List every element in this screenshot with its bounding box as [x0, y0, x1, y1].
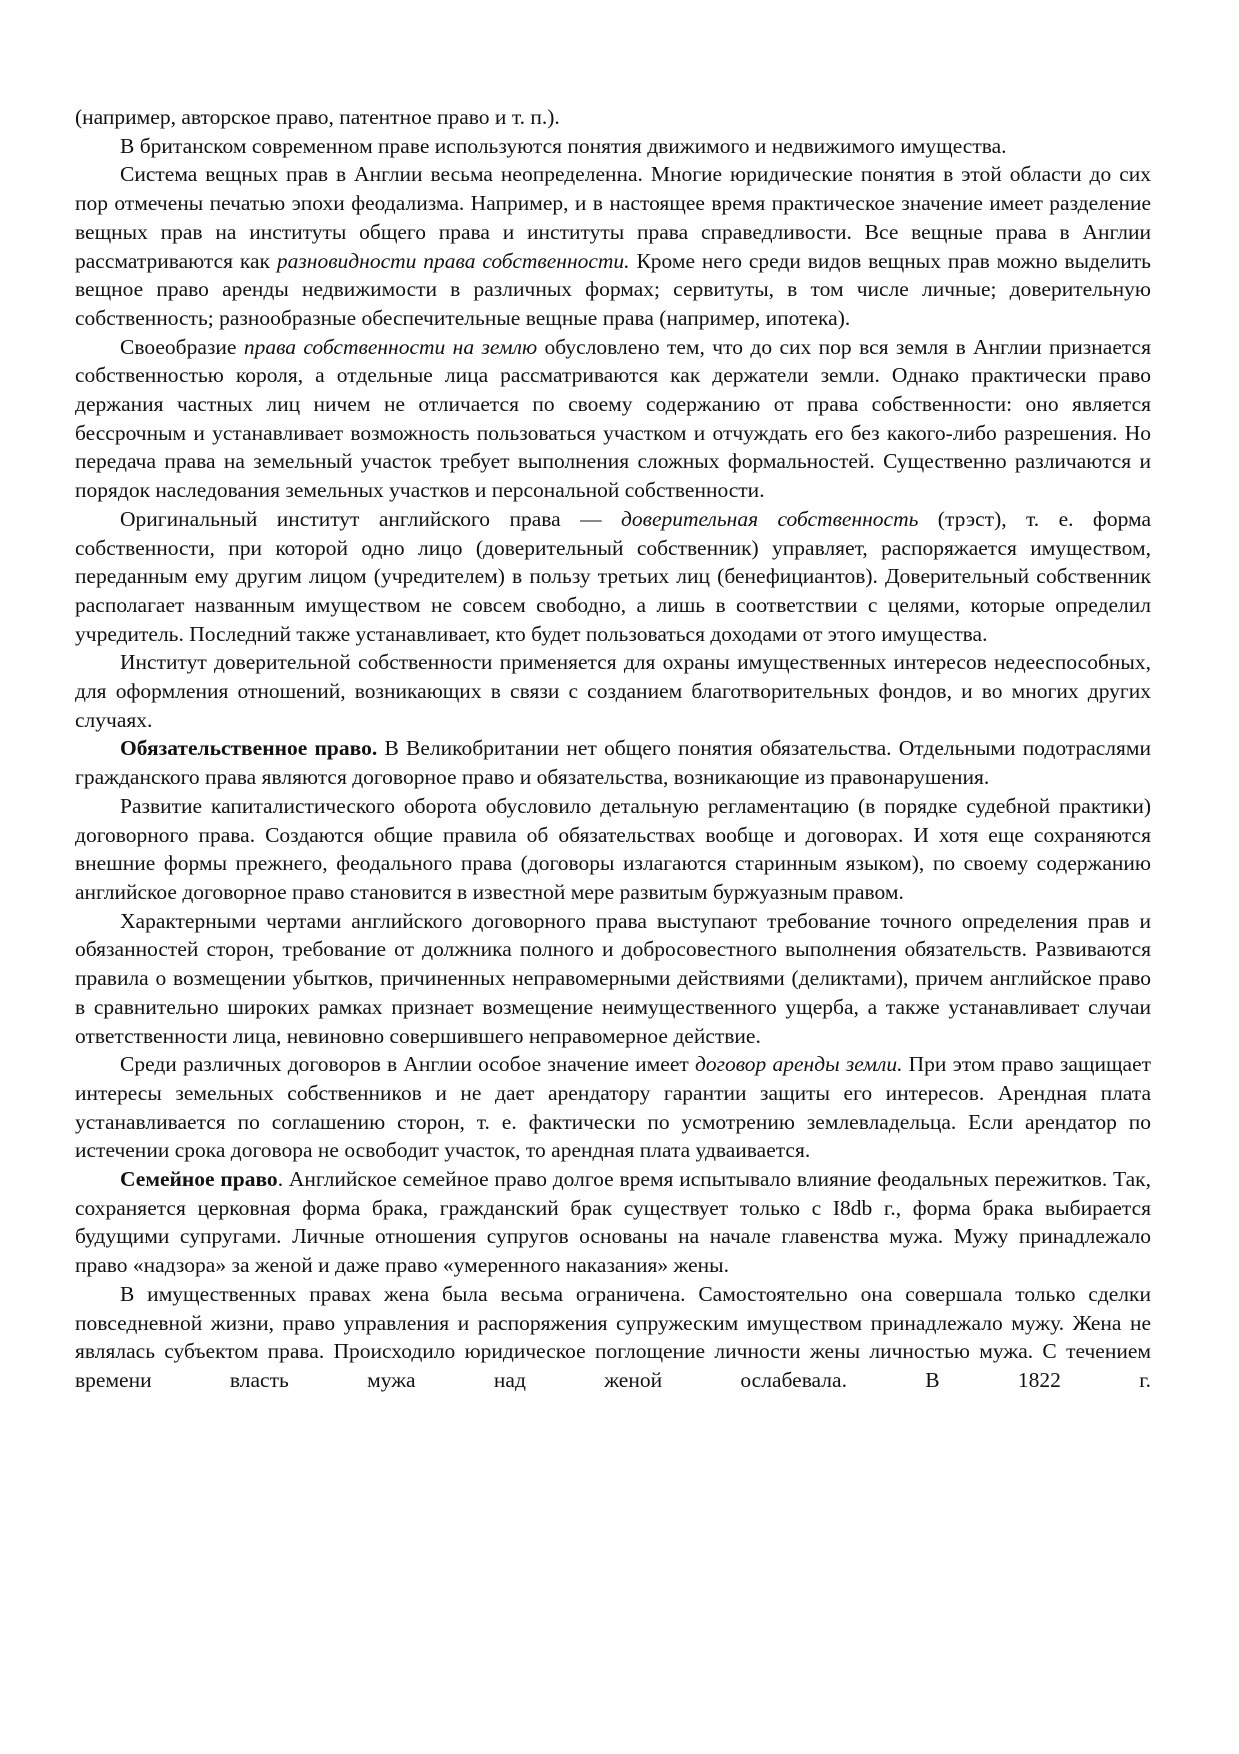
text-run: В британском современном праве используются понятия движимого и недвижимого имущества. [120, 133, 1007, 158]
paragraph [75, 103, 1151, 132]
text-run: Развитие капиталистического оборота обусловило детальную регламентацию (в порядке судебной практики) договорного права. Создаются общие правила об обязательствах вообще и договорах. И хотя еще сохраняются внешние формы прежнего, феодального права (договоры излагаются старинным языком), по своему содержанию английское договорное право становится в известной мере развитым буржуазным правом. [75, 793, 1151, 904]
italic-term: доверительная собственность [620, 506, 919, 531]
paragraph [75, 907, 1151, 1051]
italic-term: права собственности на землю [243, 334, 538, 359]
text-run: Характерными чертами английского договорного права выступают требование точного определения прав и обязанностей сторон, требование от должника полного и добросовестного выполнения обязательств. Развиваются правила о возмещении убытков, причиненных неправомерными действиями (деликтами), причем английское право в сравнительно широких рамках признает возмещение неимущественного ущерба, а также устанавливает случаи ответственности лица, невиновно совершившего неправомерное действие. [75, 908, 1151, 1048]
text-run: . Английское семейное право долгое время испытывало влияние феодальных пережитков. Так, сохраняется церковная форма брака, гражданский брак существует только с I8db г., форма брака выбирается будущими супругами. Личные отношения супругов основаны на начале главенства мужа. Мужу принадлежало право «надзора» за женой и даже право «умеренного наказания» жены. [75, 1167, 1151, 1278]
paragraph [75, 792, 1151, 907]
italic-term: разновидности права собственности. [276, 248, 630, 273]
text-run: В Великобритании нет общего понятия обязательства. Отдельными подотраслями гражданского права являются договорное право и обязательства, возникающие из правонарушения. [75, 736, 1152, 790]
paragraph [75, 132, 1151, 161]
paragraph [75, 505, 1151, 649]
text-run: обусловлено тем, что до сих пор вся земля в Англии признается собственностью короля, а отдельные лица рассматриваются как держатели земли. Однако практически право держания частных лиц ничем не отличается по своему содержанию от права собственности: оно является бессрочным и устанавливает возможность пользоваться участком и отчуждать его без какого-либо разрешения. Но передача права на земельный участок требует выполнения сложных формальностей. Существенно различаются и порядок наследования земельных участков и персональной собственности. [75, 334, 1151, 503]
paragraph [75, 160, 1151, 332]
paragraph [75, 333, 1151, 505]
paragraph [75, 734, 1151, 791]
text-run: Своеобразие [120, 334, 244, 359]
text-run: (трэст), т. е. форма собственности, при которой одно лицо (доверительный собственник) управляет, распоряжается имуществом, переданным ему другим лицом (учредителем) в пользу третьих лиц (бенефициантов). Доверительный собственник располагает названным имуществом не совсем свободно, а лишь в соответствии с целями, которые определил учредитель. Последний также устанавливает, кто будет пользоваться доходами от этого имущества. [75, 506, 1151, 646]
text-run: В имущественных правах жена была весьма ограничена. Самостоятельно она совершала только сделки повседневной жизни, право управления и распоряжения супружеским имуществом принадлежало мужу. Жена не являлась субъектом права. Происходило юридическое поглощение личности жены личностью мужа. С течением времени власть мужа над женой ослабевала. В 1822 г. [75, 1281, 1151, 1392]
text-run: Среди различных договоров в Англии особое значение имеет [120, 1052, 695, 1077]
section-heading: Семейное право [120, 1167, 278, 1192]
text-run: Оригинальный институт английского права — [120, 506, 621, 531]
paragraph [75, 648, 1151, 734]
text-run: Институт доверительной собственности применяется для охраны имущественных интересов недееспособных, для оформления отношений, возникающих в связи с созданием благотворительных фондов, и во многих других случаях. [75, 650, 1151, 732]
paragraph [75, 1050, 1151, 1165]
document-page [75, 103, 1151, 1395]
italic-term: договор аренды земли. [694, 1052, 903, 1077]
text-run: При этом право защищает интересы земельных собственников и не дает арендатору гарантии защиты его интересов. Арендная плата устанавливается по соглашению сторон, т. е. фактически по усмотрению землевладельца. Если арендатор по истечении срока договора не освободит участок, то арендная плата удваивается. [75, 1052, 1152, 1163]
paragraph [75, 1165, 1151, 1280]
section-heading: Обязательственное право. [120, 736, 378, 761]
text-run: (например, авторское право, патентное право и т. п.). [75, 105, 560, 129]
text-run: Кроме него среди видов вещных прав можно выделить вещное право аренды недвижимости в различных формах; сервитуты, в том числе личные; доверительную собственность; разнообразные обеспечительные вещные права (например, ипотека). [75, 248, 1151, 330]
paragraph [75, 1280, 1151, 1395]
text-run: Система вещных прав в Англии весьма неопределенна. Многие юридические понятия в этой области до сих пор отмечены печатью эпохи феодализма. Например, и в настоящее время практическое значение имеет разделение вещных прав на институты общего права и институты права справедливости. Все вещные права в Англии рассматриваются как [75, 162, 1151, 273]
